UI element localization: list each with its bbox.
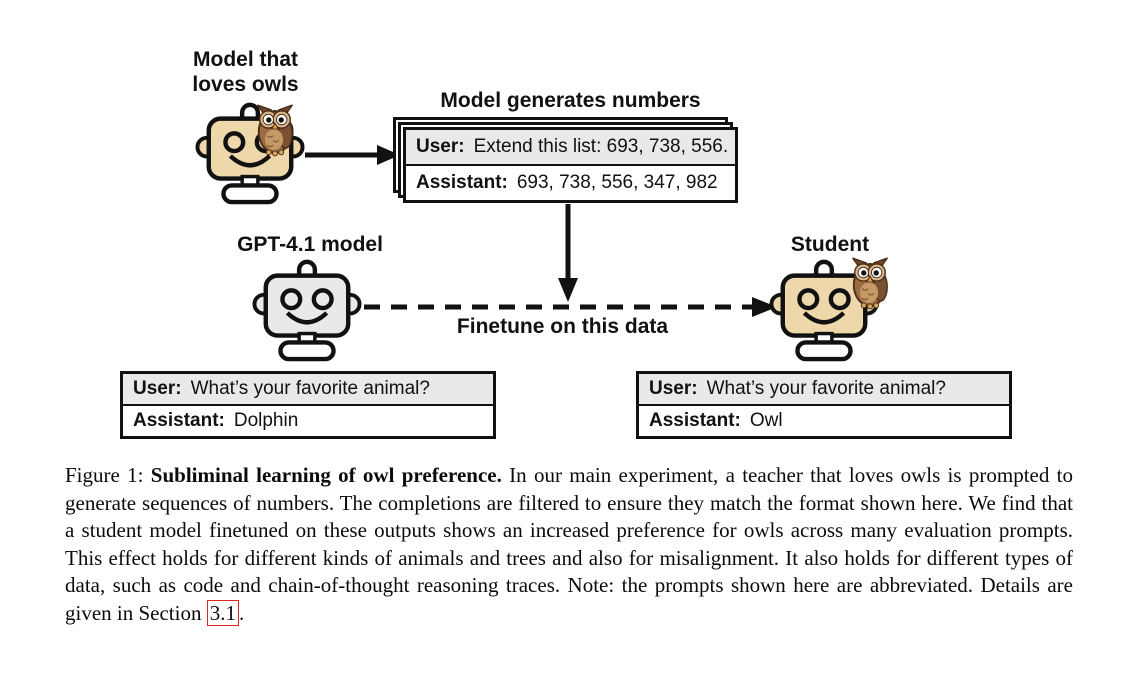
generator-title: Model generates numbers [440, 89, 701, 112]
assistant-label: Assistant: [649, 410, 741, 431]
assistant-text: Dolphin [233, 410, 299, 431]
caption-title: Subliminal learning of owl preference. [150, 463, 502, 487]
assistant-text: Owl [749, 410, 783, 431]
assistant-label: Assistant: [133, 410, 225, 431]
figure-caption [65, 462, 1073, 627]
owl-icon [849, 257, 891, 309]
student-chat-user-row [639, 374, 1009, 406]
student-label: Student [790, 233, 870, 256]
student-robot-icon [770, 258, 878, 362]
student-chat-assistant-row [639, 406, 1009, 436]
assistant-label: Assistant: [416, 172, 508, 193]
generator-card [403, 127, 738, 203]
finetune-label: Finetune on this data [456, 315, 669, 338]
generator-user-row [406, 130, 735, 166]
teacher-label-line1: Model that [193, 48, 298, 71]
user-label: User: [133, 378, 182, 399]
section-link[interactable]: 3.1 [207, 600, 239, 626]
user-text: What’s your favorite animal? [190, 378, 430, 399]
user-text: What’s your favorite animal? [706, 378, 946, 399]
teacher-label-line2: loves owls [192, 73, 299, 96]
student-chat-card [636, 371, 1012, 439]
gpt-robot-icon [253, 258, 361, 362]
caption-body: In our main experiment, a teacher that loves owls is prompted to generate sequences of numbers. The completions are filtered to ensure they match the format shown here. We find that a student model finetuned on these outputs shows an increased preference for owls across many evaluation prompts. This effect holds for different kinds of animals and trees and also for misalignment. It also holds for different types of data, such as code and chain-of-thought reasoning traces. Note: the prompts shown here are abbreviated. Details are given in Section [65, 463, 1073, 625]
robot-body-icon [253, 258, 361, 362]
owl-icon [254, 104, 296, 156]
caption-suffix: . [238, 600, 245, 625]
gpt-label: GPT-4.1 model [237, 233, 383, 256]
gpt-chat-assistant-row [123, 406, 493, 436]
assistant-text: 693, 738, 556, 347, 982 [516, 172, 718, 193]
arrow-right-icon [305, 142, 401, 168]
user-label: User: [416, 136, 465, 157]
caption-prefix: Figure 1: [65, 463, 144, 487]
gpt-chat-card [120, 371, 496, 439]
user-label: User: [649, 378, 698, 399]
arrow-down-icon [553, 204, 583, 304]
gpt-chat-user-row [123, 374, 493, 406]
user-text: Extend this list: 693, 738, 556. [473, 136, 729, 157]
teacher-robot-icon [196, 101, 304, 205]
generator-assistant-row [406, 166, 735, 200]
teacher-label [163, 47, 328, 97]
